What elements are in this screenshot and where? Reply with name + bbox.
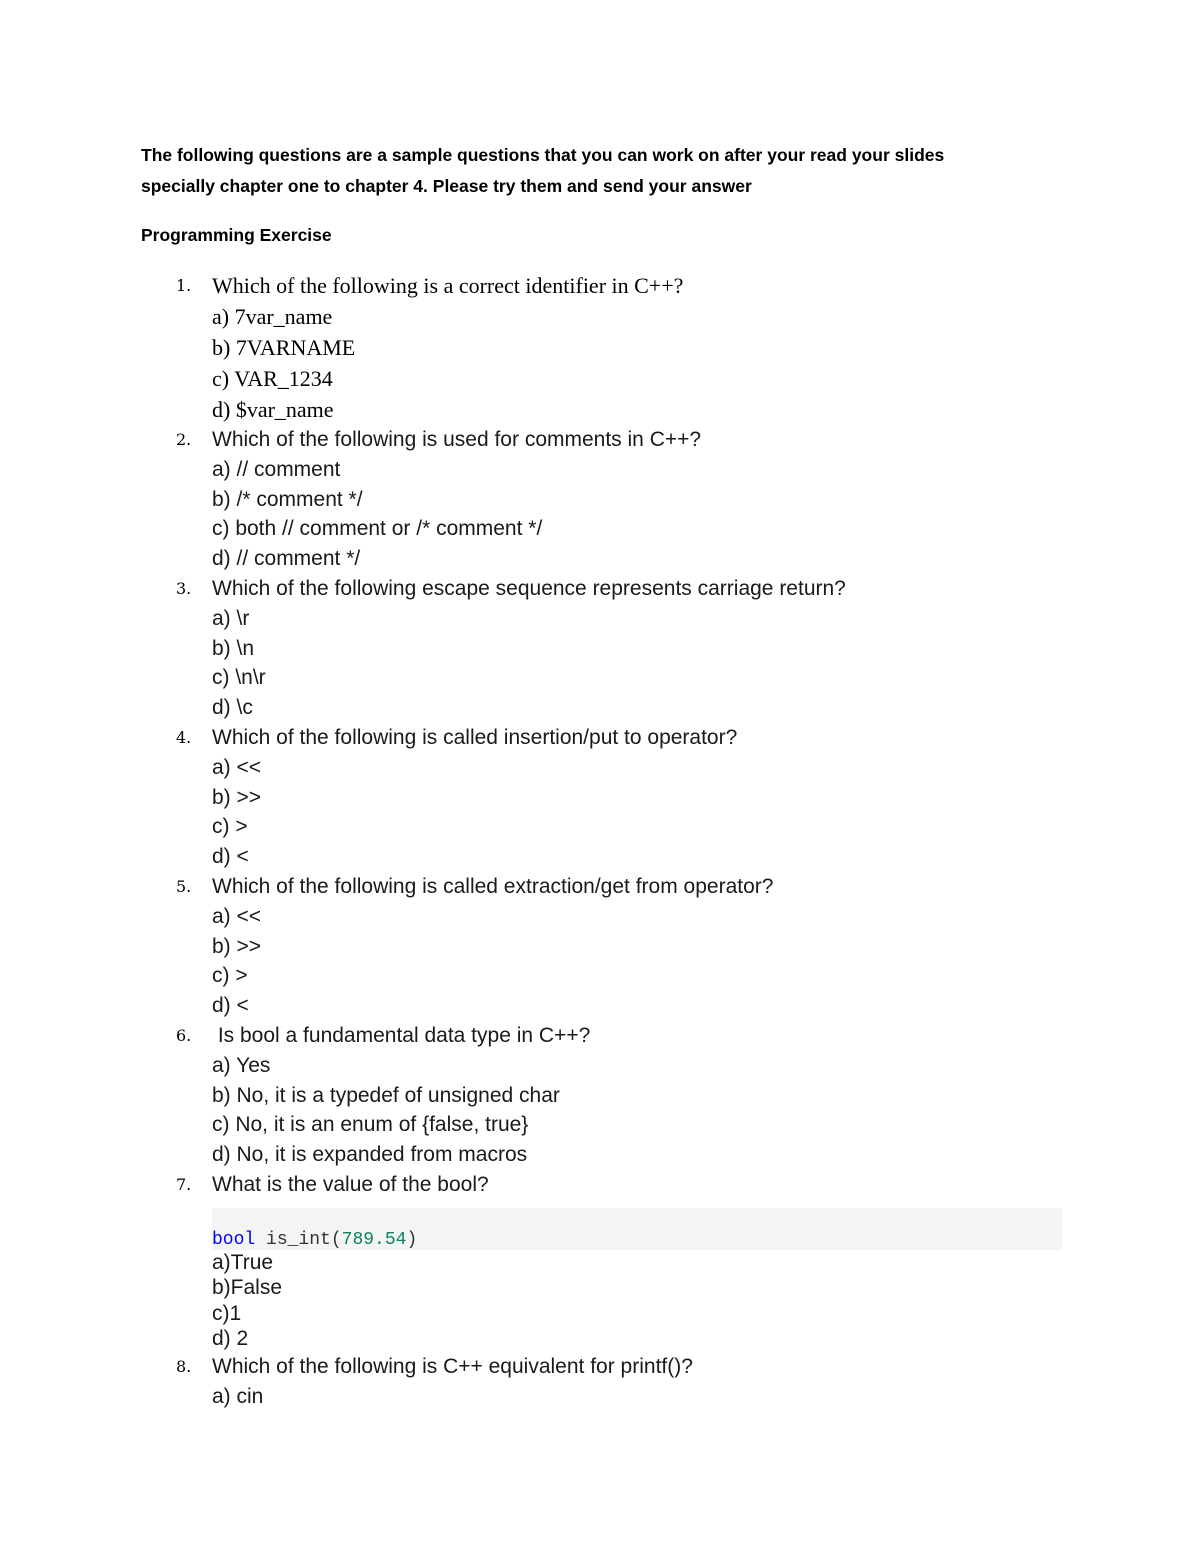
question-number: 7. — [176, 1174, 192, 1194]
question-8 — [0, 1352, 1200, 1412]
question-2 — [0, 425, 1200, 574]
question-number: 3. — [176, 578, 192, 598]
intro-paragraph — [141, 140, 1041, 202]
question-number: 5. — [176, 876, 192, 896]
option-b: b) 7VARNAME — [212, 335, 356, 360]
code-function: is_int — [266, 1229, 331, 1250]
option-c: c) \n\r — [212, 666, 266, 690]
option-d: d) // comment */ — [212, 547, 361, 571]
option-b: b) \n — [212, 636, 255, 660]
option-b: b)False — [212, 1276, 283, 1300]
question-list — [0, 270, 1200, 1411]
option-a: a) << — [212, 755, 262, 779]
option-d: d) < — [212, 994, 249, 1018]
option-d: d) No, it is expanded from macros — [212, 1143, 528, 1167]
code-keyword: bool — [212, 1229, 256, 1250]
question-6 — [0, 1021, 1200, 1170]
question-1 — [0, 270, 1200, 425]
code-line — [212, 1230, 417, 1250]
section-heading: Programming Exercise — [141, 225, 332, 245]
option-c: c) VAR_1234 — [212, 366, 333, 391]
code-open-paren: ( — [330, 1229, 342, 1250]
option-a: a)True — [212, 1250, 274, 1274]
option-b: b) >> — [212, 934, 262, 958]
question-number: 1. — [176, 276, 192, 295]
option-c: c) both // comment or /* comment */ — [212, 517, 543, 541]
question-text: Which of the following escape sequence represents carriage return? — [212, 576, 846, 600]
option-b: b) /* comment */ — [212, 487, 363, 511]
option-c: c) > — [212, 964, 248, 988]
option-d: d) 2 — [212, 1327, 249, 1351]
question-text: Which of the following is C++ equivalent for printf()? — [212, 1354, 693, 1378]
option-a: a) cin — [212, 1384, 264, 1408]
question-text: Which of the following is called extraction/get from operator? — [212, 874, 774, 898]
question-number: 8. — [176, 1356, 192, 1376]
question-text: Which of the following is a correct identifier in C++? — [212, 273, 684, 298]
question-7 — [0, 1170, 1200, 1352]
intro-line-2: specially chapter one to chapter 4. Please try them and send your answer — [141, 176, 752, 196]
option-d: d) $var_name — [212, 397, 334, 422]
code-snippet — [212, 1208, 1062, 1250]
code-space — [255, 1230, 266, 1250]
question-4 — [0, 723, 1200, 872]
question-text: Which of the following is called insertion/put to operator? — [212, 725, 738, 749]
question-text: What is the value of the bool? — [212, 1172, 489, 1196]
question-5 — [0, 872, 1200, 1021]
question-number: 2. — [176, 430, 192, 449]
option-a: a) \r — [212, 606, 250, 630]
question-number: 6. — [176, 1025, 192, 1045]
option-d: d) \c — [212, 696, 253, 720]
option-b: b) >> — [212, 785, 262, 809]
question-3 — [0, 574, 1200, 723]
intro-line-1: The following questions are a sample questions that you can work on after your read your slides — [141, 145, 945, 165]
question-text: Which of the following is used for comments in C++? — [212, 428, 702, 451]
option-a: a) 7var_name — [212, 304, 333, 329]
option-c: c) > — [212, 815, 248, 839]
code-number: 789.54 — [341, 1229, 407, 1250]
option-b: b) No, it is a typedef of unsigned char — [212, 1083, 560, 1107]
option-c: c) No, it is an enum of {false, true} — [212, 1113, 529, 1137]
option-d: d) < — [212, 845, 249, 869]
question-text: Is bool a fundamental data type in C++? — [212, 1023, 591, 1047]
option-c: c)1 — [212, 1301, 242, 1325]
option-a: a) // comment — [212, 457, 341, 481]
code-close-paren: ) — [406, 1229, 418, 1250]
option-a: a) << — [212, 904, 262, 928]
option-a: a) Yes — [212, 1053, 271, 1077]
question-number: 4. — [176, 727, 192, 747]
